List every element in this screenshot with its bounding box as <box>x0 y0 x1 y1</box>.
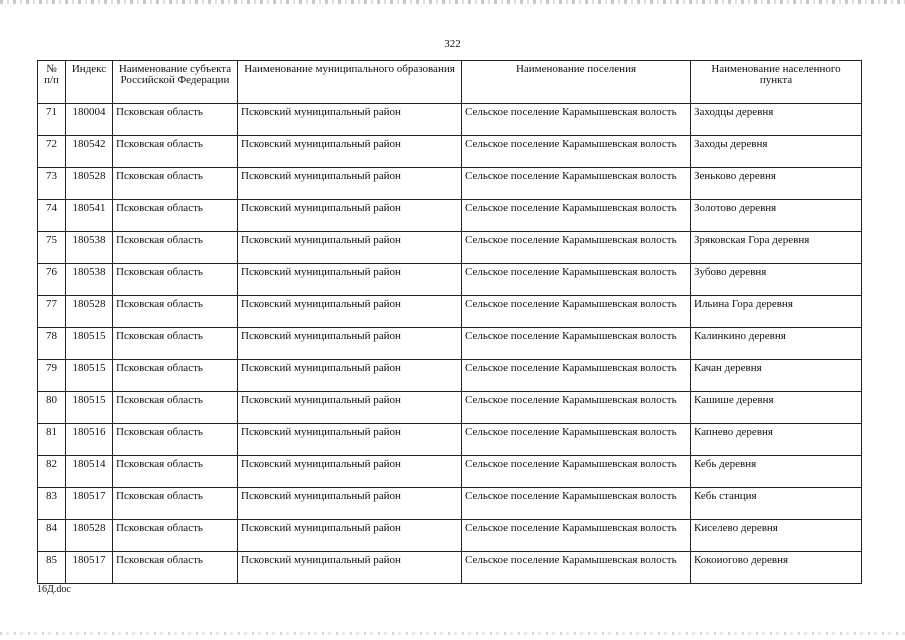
cell-settlement: Сельское поселение Карамышевская волость <box>462 488 691 520</box>
table-row <box>38 136 862 168</box>
cell-locality: Зряковская Гора деревня <box>691 232 862 264</box>
cell-settlement: Сельское поселение Карамышевская волость <box>462 456 691 488</box>
table-row <box>38 552 862 584</box>
cell-subject: Псковская область <box>113 456 238 488</box>
cell-subject: Псковская область <box>113 168 238 200</box>
table-row <box>38 360 862 392</box>
cell-row-number: 81 <box>38 424 66 456</box>
cell-municipality: Псковский муниципальный район <box>238 488 462 520</box>
cell-settlement: Сельское поселение Карамышевская волость <box>462 232 691 264</box>
table-body <box>38 104 862 584</box>
cell-row-number: 71 <box>38 104 66 136</box>
table-row <box>38 328 862 360</box>
cell-municipality: Псковский муниципальный район <box>238 360 462 392</box>
cell-settlement: Сельское поселение Карамышевская волость <box>462 200 691 232</box>
header-locality: Наименование населенного пункта <box>691 61 862 104</box>
cell-locality: Зубово деревня <box>691 264 862 296</box>
cell-subject: Псковская область <box>113 392 238 424</box>
cell-municipality: Псковский муниципальный район <box>238 552 462 584</box>
cell-row-number: 84 <box>38 520 66 552</box>
cell-index: 180514 <box>66 456 113 488</box>
cell-locality: Кашише деревня <box>691 392 862 424</box>
settlements-table <box>37 60 862 584</box>
cell-locality: Заходцы деревня <box>691 104 862 136</box>
table-header-row <box>38 61 862 104</box>
table-row <box>38 104 862 136</box>
table-row <box>38 296 862 328</box>
table-row <box>38 424 862 456</box>
cell-locality: Кебь станция <box>691 488 862 520</box>
cell-subject: Псковская область <box>113 360 238 392</box>
cell-index: 180517 <box>66 488 113 520</box>
cell-settlement: Сельское поселение Карамышевская волость <box>462 520 691 552</box>
cell-municipality: Псковский муниципальный район <box>238 264 462 296</box>
cell-index: 180542 <box>66 136 113 168</box>
header-municipality: Наименование муниципального образования <box>238 61 462 104</box>
cell-municipality: Псковский муниципальный район <box>238 456 462 488</box>
cell-subject: Псковская область <box>113 136 238 168</box>
table-row <box>38 200 862 232</box>
header-subject: Наименование субъекта Российской Федерации <box>113 61 238 104</box>
header-row-number: № п/п <box>38 61 66 104</box>
cell-locality: Кокоиогово деревня <box>691 552 862 584</box>
cell-index: 180528 <box>66 520 113 552</box>
cell-locality: Капнево деревня <box>691 424 862 456</box>
cell-row-number: 72 <box>38 136 66 168</box>
cell-settlement: Сельское поселение Карамышевская волость <box>462 104 691 136</box>
cell-settlement: Сельское поселение Карамышевская волость <box>462 552 691 584</box>
table-row <box>38 488 862 520</box>
cell-subject: Псковская область <box>113 520 238 552</box>
cell-locality: Калинкино деревня <box>691 328 862 360</box>
cell-settlement: Сельское поселение Карамышевская волость <box>462 392 691 424</box>
cell-settlement: Сельское поселение Карамышевская волость <box>462 296 691 328</box>
cell-index: 180538 <box>66 232 113 264</box>
cell-locality: Заходы деревня <box>691 136 862 168</box>
cell-municipality: Псковский муниципальный район <box>238 104 462 136</box>
cell-row-number: 75 <box>38 232 66 264</box>
cell-locality: Золотово деревня <box>691 200 862 232</box>
cell-locality: Кебь деревня <box>691 456 862 488</box>
table-row <box>38 264 862 296</box>
cell-municipality: Псковский муниципальный район <box>238 328 462 360</box>
cell-row-number: 77 <box>38 296 66 328</box>
cell-municipality: Псковский муниципальный район <box>238 232 462 264</box>
cell-index: 180515 <box>66 360 113 392</box>
cell-row-number: 74 <box>38 200 66 232</box>
cell-index: 180515 <box>66 328 113 360</box>
cell-municipality: Псковский муниципальный район <box>238 200 462 232</box>
cell-locality: Киселево деревня <box>691 520 862 552</box>
cell-row-number: 73 <box>38 168 66 200</box>
cell-index: 180528 <box>66 296 113 328</box>
table-row <box>38 520 862 552</box>
scan-edge-bottom <box>0 632 905 635</box>
cell-index: 180517 <box>66 552 113 584</box>
cell-subject: Псковская область <box>113 328 238 360</box>
cell-row-number: 82 <box>38 456 66 488</box>
cell-index: 180516 <box>66 424 113 456</box>
cell-subject: Псковская область <box>113 424 238 456</box>
table-row <box>38 168 862 200</box>
cell-row-number: 79 <box>38 360 66 392</box>
scan-edge-top <box>0 0 905 4</box>
cell-subject: Псковская область <box>113 232 238 264</box>
cell-row-number: 80 <box>38 392 66 424</box>
cell-municipality: Псковский муниципальный район <box>238 424 462 456</box>
cell-index: 180541 <box>66 200 113 232</box>
cell-subject: Псковская область <box>113 552 238 584</box>
cell-row-number: 76 <box>38 264 66 296</box>
header-settlement: Наименование поселения <box>462 61 691 104</box>
cell-subject: Псковская область <box>113 296 238 328</box>
table-row <box>38 232 862 264</box>
cell-subject: Псковская область <box>113 200 238 232</box>
cell-municipality: Псковский муниципальный район <box>238 168 462 200</box>
cell-index: 180004 <box>66 104 113 136</box>
table-row <box>38 456 862 488</box>
page-number: 322 <box>444 38 461 50</box>
cell-row-number: 85 <box>38 552 66 584</box>
cell-settlement: Сельское поселение Карамышевская волость <box>462 264 691 296</box>
cell-municipality: Псковский муниципальный район <box>238 392 462 424</box>
cell-locality: Зеньково деревня <box>691 168 862 200</box>
cell-municipality: Псковский муниципальный район <box>238 520 462 552</box>
cell-subject: Псковская область <box>113 264 238 296</box>
cell-municipality: Псковский муниципальный район <box>238 136 462 168</box>
cell-settlement: Сельское поселение Карамышевская волость <box>462 328 691 360</box>
cell-settlement: Сельское поселение Карамышевская волость <box>462 168 691 200</box>
table-row <box>38 392 862 424</box>
footer-filename: 16Д.doc <box>37 584 71 595</box>
cell-settlement: Сельское поселение Карамышевская волость <box>462 360 691 392</box>
cell-settlement: Сельское поселение Карамышевская волость <box>462 424 691 456</box>
cell-index: 180528 <box>66 168 113 200</box>
cell-subject: Псковская область <box>113 104 238 136</box>
cell-subject: Псковская область <box>113 488 238 520</box>
header-index: Индекс <box>66 61 113 104</box>
cell-settlement: Сельское поселение Карамышевская волость <box>462 136 691 168</box>
cell-index: 180538 <box>66 264 113 296</box>
cell-municipality: Псковский муниципальный район <box>238 296 462 328</box>
cell-locality: Качан деревня <box>691 360 862 392</box>
cell-locality: Ильина Гора деревня <box>691 296 862 328</box>
cell-row-number: 83 <box>38 488 66 520</box>
cell-index: 180515 <box>66 392 113 424</box>
cell-row-number: 78 <box>38 328 66 360</box>
